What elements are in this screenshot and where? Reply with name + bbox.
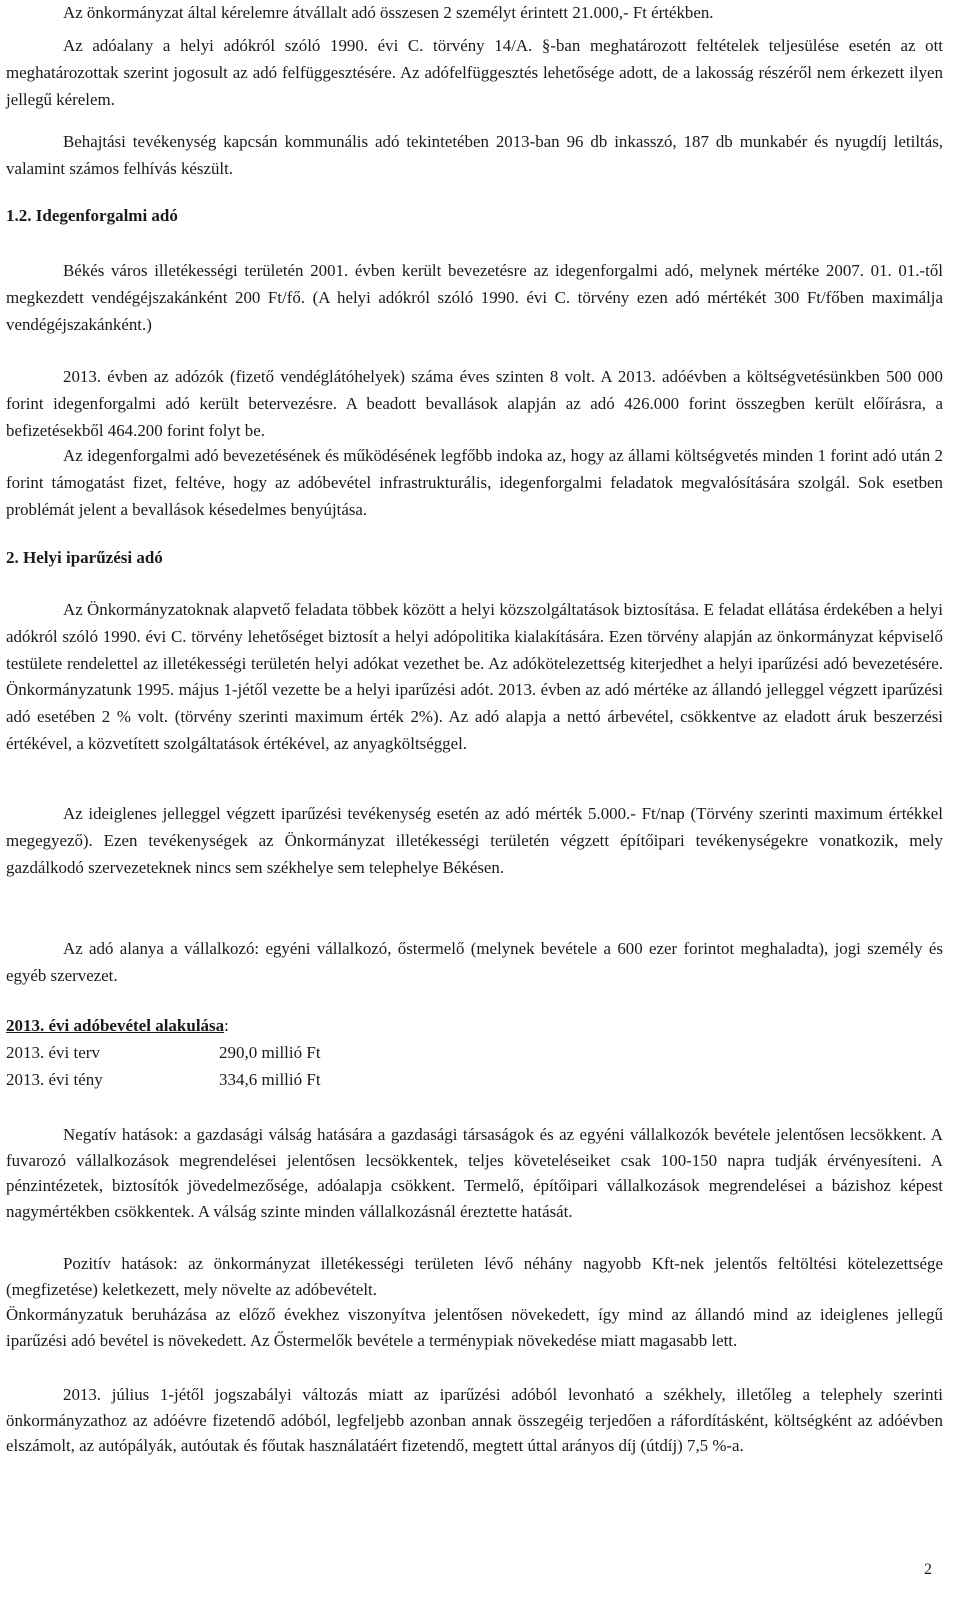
paragraph-idegenforgalmi-bevezetes: Békés város illetékességi területén 2001. évben került bevezetésre az idegenforgalmi adó, melynek mértéke 2007. 01. 01.-től megkezdett vendégéjszakánként 200 Ft/fő. (A helyi adókról szóló 1990. évi C. törvény ezen adó mértékét 300 Ft/főben maximálja vendégéjszakánként.) <box>6 261 943 334</box>
paragraph-jogszabalyi-valtozas: 2013. július 1-jétől jogszabályi változás miatt az iparűzési adóból levonható a székhely, illetőleg a telephely szerinti önkormányzathoz az adóévre fizetendő adóból, legfeljebb azonban annak összegéig terjedően a ráfordításként, költségként az adóévben elszámolt, az autópályák, autóutak és főutak használatáért fizetendő, megtett úttal arányos díj (útdíj) 7,5 %-a. <box>6 1385 943 1456</box>
paragraph-idegenforgalmi-indok: Az idegenforgalmi adó bevezetésének és működésének legfőbb indoka az, hogy az állami költségvetés minden 1 forint adó után 2 forint támogatást fizet, feltéve, hogy az adóbevétel infrastrukturális, idegenforgalmi feladatok megvalósítására szolgál. Sok esetben problémát jelent a bevallások késedelmes benyújtása. <box>6 446 943 519</box>
paragraph-pozitiv-hatasok: Pozitív hatások: az önkormányzat illetékességi területen lévő néhány nagyobb Kft-nek jelentős feltöltési kötelezettsége (megfizetése) keletkezett, mely növelte az adóbevételt. <box>6 1254 943 1299</box>
paragraph-onkormanyzat-feladata: Az Önkormányzatoknak alapvető feladata többek között a helyi közszolgáltatások biztosítása. E feladat ellátása érdekében a helyi adókról szóló 1990. évi C. törvény lehetőséget biztosít a helyi adópolitika kialakítására. Ezen törvény alapján az önkormányzat képviselő testülete rendelettel az illetékességi területén helyi adókat vezethet be. Az adókötelezettség kiterjedhet a helyi iparűzési adó bevezetésére. Önkormányzatunk 1995. május 1-jétől vezette be a helyi iparűzési adót. 2013. évben az adó mértéke az állandó jelleggel végzett iparűzési adó esetében 2 % volt. (törvény szerinti maximum érték 2%). Az adó alapja a nettó árbevétel, csökkentve az eladott áruk beszerzési értékével, a közvetített szolgáltatások értékével, az anyagköltséggel. <box>6 600 943 753</box>
paragraph-ideiglenes-iparuzes: Az ideiglenes jelleggel végzett iparűzési tevékenység esetén az adó mérték 5.000.- Ft/nap (Törvény szerinti maximum értékkel megegyező). Ezen tevékenységek az Önkormányzat illetékességi területén végzett építőipari tevékenységekre vonatkozik, mely gazdálkodó szervezeteknek nincs sem székhelye sem telephelye Békésen. <box>6 804 943 877</box>
revenue-value: 334,6 millió Ft <box>219 1070 321 1089</box>
paragraph-adozok-szama: 2013. évben az adózók (fizető vendéglátóhelyek) száma éves szinten 8 volt. A 2013. adóévben a költségvetésünkben 500 000 forint idegenforgalmi adó került betervezésre. A beadott bevallások alapján az adó 426.000 forint összegben került előírásra, a befizetésekből 464.200 forint folyt be. <box>6 367 943 440</box>
paragraph-ado-alanya: Az adó alanya a vállalkozó: egyéni vállalkozó, őstermelő (melynek bevétele a 600 ezer forintot meghaladta), jogi személy és egyéb szervezet. <box>6 939 943 985</box>
paragraph-negativ-hatasok: Negatív hatások: a gazdasági válság hatására a gazdasági társaságok és az egyéni vállalkozók bevétele jelentősen lecsökkent. A fuvarozó vállalkozások megrendelései jelentősen lecsökkentek, teljes követeléseiket csak 100-150 napra tudják érvényesíteni. A pénzintézetek, biztosítók jövedelmezősége, adóalapja csökkent. Termelő, építőipari vállalkozások megrendelései a bázishoz képest nagymértékben csökkentek. A válság szinte minden vállalkozásnál éreztette hatását. <box>6 1125 943 1221</box>
heading-idegenforgalmi-ado: 1.2. Idegenforgalmi adó <box>6 206 178 225</box>
heading-helyi-iparuzesi-ado: 2. Helyi iparűzési adó <box>6 548 163 567</box>
paragraph-beruhazas: Önkormányzatuk beruházása az előző évekhez viszonyítva jelentősen növekedett, így mind az állandó mind az ideiglenes jellegű iparűzési adó bevétel is növekedett. Az Őstermelők bevétele a terménypiak növekedése miatt magasabb lett. <box>6 1305 943 1350</box>
revenue-value: 290,0 millió Ft <box>219 1043 321 1062</box>
paragraph-adofelfuggesztes: Az adóalany a helyi adókról szóló 1990. évi C. törvény 14/A. §-ban meghatározott feltételek teljesülése esetén az ott meghatározottak szerint jogosult az adó felfüggesztésére. Az adófelfüggesztés lehetősége adott, de a lakosság részéről nem érkezett ilyen jellegű kérelem. <box>6 36 943 109</box>
page-number: 2 <box>924 1561 932 1578</box>
paragraph-behajtas: Behajtási tevékenység kapcsán kommunális adó tekintetében 2013-ban 96 db inkasszó, 187 db munkabér és nyugdíj letiltás, valamint számos felhívás készült. <box>6 132 943 178</box>
heading-adobevetel-alakulasa: 2013. évi adóbevétel alakulása: <box>6 1016 229 1035</box>
revenue-label: 2013. évi terv <box>6 1043 100 1062</box>
paragraph-atvallalt-ado: Az önkormányzat által kérelemre átvállalt adó összesen 2 személyt érintett 21.000,- Ft értékben. <box>63 3 714 22</box>
table-row <box>6 1043 321 1063</box>
revenue-label: 2013. évi tény <box>6 1070 103 1089</box>
table-row <box>6 1070 321 1090</box>
